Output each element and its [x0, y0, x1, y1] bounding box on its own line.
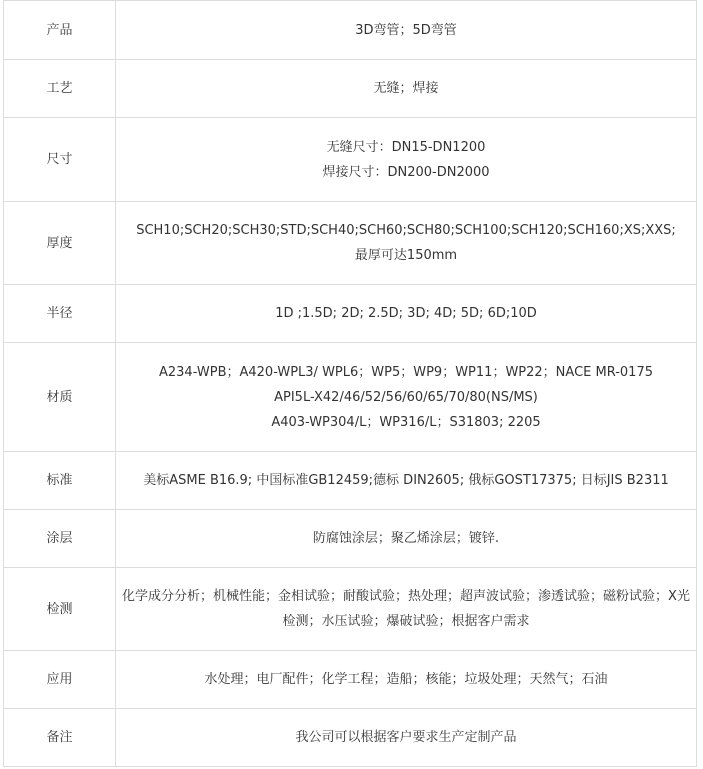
row-label: 尺寸	[4, 118, 116, 202]
value-line: 无缝；焊接	[373, 81, 439, 96]
value-line: A403-WP304/L；WP316/L；S31803; 2205	[271, 414, 541, 430]
value-line: 最厚可达150mm	[354, 248, 458, 263]
value-line: 我公司可以根据客户要求生产定制产品	[295, 730, 517, 745]
table-row	[4, 452, 697, 510]
row-value	[116, 709, 697, 767]
row-label: 涂层	[4, 510, 116, 568]
row-value	[116, 568, 697, 651]
row-value	[116, 452, 697, 510]
table-row	[4, 60, 697, 118]
row-label: 工艺	[4, 60, 116, 118]
row-label: 标准	[4, 452, 116, 510]
table-row	[4, 568, 697, 651]
value-line: 无缝尺寸：DN15-DN1200	[326, 139, 486, 155]
row-value	[116, 510, 697, 568]
row-value	[116, 202, 697, 285]
row-value	[116, 343, 697, 452]
value-line: 3D弯管；5D弯管	[355, 22, 457, 38]
value-line: 化学成分分析；机械性能；金相试验；耐酸试验；热处理；超声波试验；渗透试验；磁粉试验；X光检测；水压试验；爆破试验；根据客户需求	[122, 589, 690, 629]
table-row	[4, 118, 697, 202]
row-value	[116, 651, 697, 709]
value-line: 水处理；电厂配件；化学工程；造船；核能；垃圾处理；天然气；石油	[204, 672, 608, 687]
value-line: A234-WPB；A420-WPL3/ WPL6；WP5；WP9；WP11；WP22；NACE MR-0175	[159, 364, 653, 380]
row-label: 产品	[4, 1, 116, 60]
value-line: API5L-X42/46/52/56/60/65/70/80(NS/MS)	[274, 389, 538, 405]
row-label: 应用	[4, 651, 116, 709]
value-line: 美标ASME B16.9; 中国标准GB12459;德标 DIN2605; 俄标GOST17375; 日标JIS B2311	[143, 473, 669, 488]
table-row	[4, 651, 697, 709]
row-label: 材质	[4, 343, 116, 452]
row-value	[116, 285, 697, 343]
table-row	[4, 285, 697, 343]
value-line: SCH10;SCH20;SCH30;STD;SCH40;SCH60;SCH80;SCH100;SCH120;SCH160;XS;XXS;	[136, 223, 676, 238]
product-spec-table	[3, 0, 697, 767]
table-row	[4, 510, 697, 568]
row-value	[116, 1, 697, 60]
row-label: 半径	[4, 285, 116, 343]
row-value	[116, 118, 697, 202]
row-label: 检测	[4, 568, 116, 651]
row-label: 厚度	[4, 202, 116, 285]
table-row	[4, 202, 697, 285]
table-row	[4, 343, 697, 452]
table-row	[4, 709, 697, 767]
value-line: 1D ;1.5D; 2D; 2.5D; 3D; 4D; 5D; 6D;10D	[275, 306, 537, 321]
value-line: 防腐蚀涂层；聚乙烯涂层；镀锌.	[312, 531, 500, 546]
row-value	[116, 60, 697, 118]
value-line: 焊接尺寸：DN200-DN2000	[322, 164, 490, 180]
table-row	[4, 1, 697, 60]
row-label: 备注	[4, 709, 116, 767]
